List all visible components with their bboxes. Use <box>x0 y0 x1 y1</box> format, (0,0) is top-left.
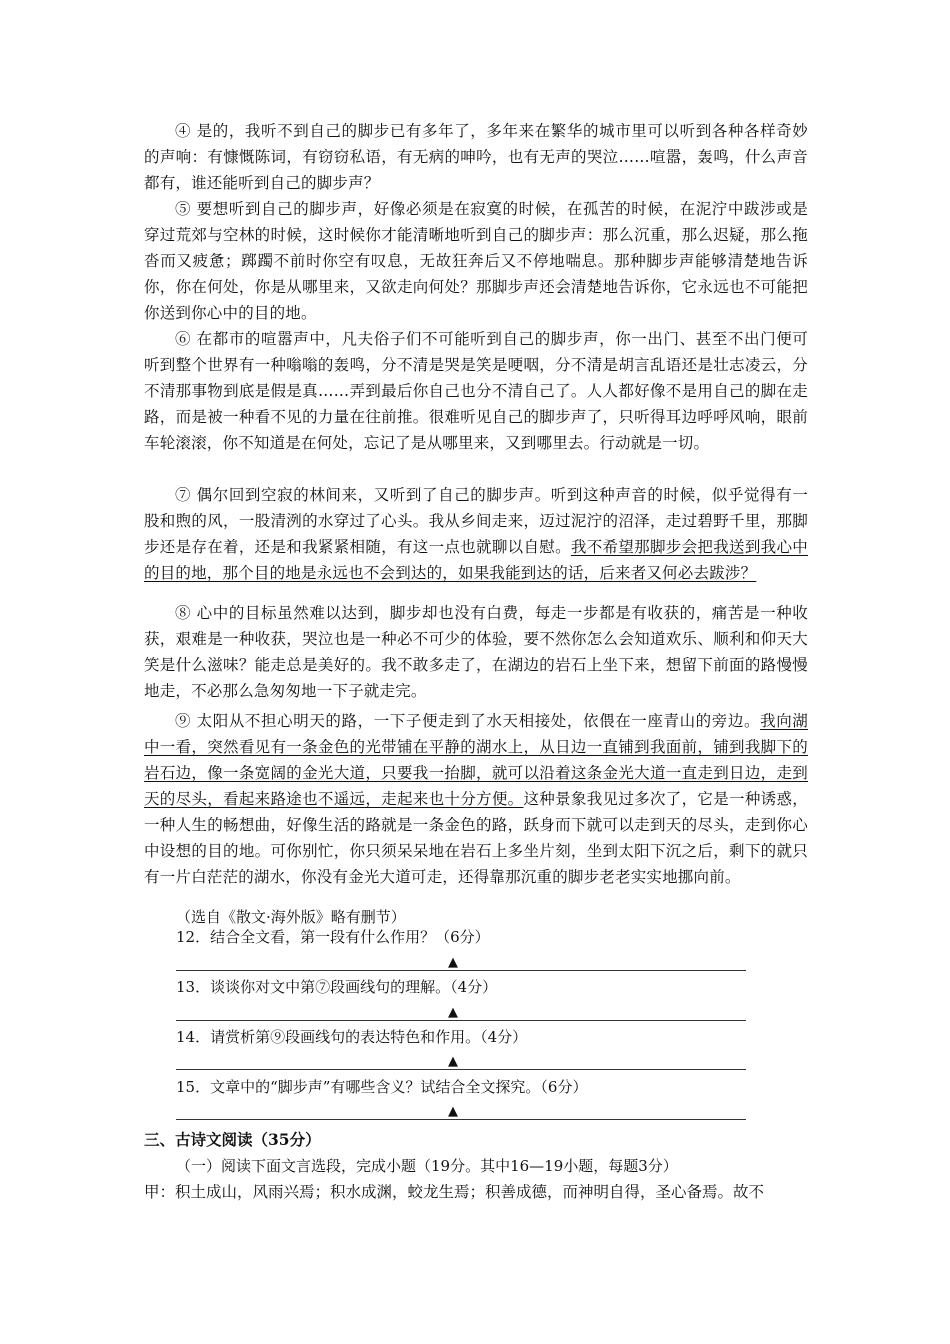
paragraph-6: ⑥ 在都市的喧嚣声中，凡夫俗子们不可能听到自己的脚步声，你一出门、甚至不出门便可听到整个世界有一种嗡嗡的轰鸣，分不清是哭是笑是哽咽，分不清是胡言乱语还是壮志凌云，分不清那事物到底是假是真……弄到最后你自己也分不清自己了。人人都好像不是用自己的脚在走路，而是被一种看不见的力量在往前推。很难听见自己的脚步声了，只听得耳边呼呼风响，眼前车轮滚滚，你不知道是在何处，忘记了是从哪里来，又到哪里去。行动就是一切。 <box>144 330 808 452</box>
source-note: （选自《散文·海外版》略有删节） <box>176 908 406 926</box>
paragraph-7 <box>144 482 808 586</box>
paragraph-8: ⑧ 心中的目标虽然难以达到，脚步却也没有白费，每走一步都是有收获的，痛苦是一种收获，艰难是一种收获，哭泣也是一种必不可少的体验，要不然你怎么会知道欢乐、顺利和仰天大笑是什么滋味？能走总是美好的。我不敢多走了，在湖边的岩石上坐下来，想留下前面的路慢慢地走，不必那么急匆匆地一下子就走完。 <box>144 604 808 700</box>
question-13: 13．谈谈你对文中第⑦段画线句的理解。（4分） <box>176 978 498 996</box>
classical-text-jia: 甲：积土成山，风雨兴焉；积水成渊，蛟龙生焉；积善成德，而神明自得，圣心备焉。故不 <box>144 1183 765 1201</box>
paragraph-9-text: ⑨ 太阳从不担心明天的路，一下子便走到了水天相接处，依偎在一座青山的旁边。 <box>175 712 761 730</box>
paragraph-9 <box>144 708 808 890</box>
answer-marker-icon: ▲ <box>448 955 458 970</box>
answer-marker-icon: ▲ <box>448 1104 458 1119</box>
section-3-instructions: （一）阅读下面文言选段，完成小题（19分。其中16—19小题，每题3分） <box>176 1157 678 1175</box>
question-15: 15．文章中的“脚步声”有哪些含义？试结合全文探究。（6分） <box>176 1078 588 1096</box>
answer-line[interactable] <box>176 970 746 971</box>
paragraph-7-underlined-sentence: 我不希望那脚步会把我送到我心中的目的地，那个目的地是永远也不会到达的，如果我能到达的话，后来者又何必去跋涉？ <box>144 538 808 582</box>
answer-marker-icon: ▲ <box>448 1005 458 1020</box>
paragraph-5: ⑤ 要想听到自己的脚步声，好像必须是在寂寞的时候，在孤苦的时候，在泥泞中跋涉或是穿过荒郊与空林的时候，这时候你才能清晰地听到自己的脚步声：那么沉重，那么迟疑，那么拖沓而又疲惫；踯躅不前时你空有叹息，无故狂奔后又不停地喘息。那种脚步声能够清楚地告诉你，你在何处，你是从哪里来，又欲走向何处？那脚步声还会清楚地告诉你，它永远也不可能把你送到你心中的目的地。 <box>144 200 808 322</box>
paragraph-4: ④ 是的，我听不到自己的脚步已有多年了，多年来在繁华的城市里可以听到各种各样奇妙的声响：有慷慨陈词，有窃窃私语，有无病的呻吟，也有无声的哭泣……喧嚣，轰鸣，什么声音都有，谁还能听到自己的脚步声？ <box>144 122 808 192</box>
section-3-title: 三、古诗文阅读（35分） <box>144 1130 321 1149</box>
answer-line[interactable] <box>176 1020 746 1021</box>
paragraph-7-text: ⑦ 偶尔回到空寂的林间来，又听到了自己的脚步声。听到这种声音的时候，似乎觉得有一股和煦的风，一股清洌的水穿过了心头。我从乡间走来，迈过泥泞的沼泽，走过碧野千里，那脚步还是存在着，还是和我紧紧相随，有这一点也就聊以自慰。 <box>144 486 808 556</box>
answer-marker-icon: ▲ <box>448 1054 458 1069</box>
question-12: 12．结合全文看，第一段有什么作用？（6分） <box>176 928 490 946</box>
paragraph-9-rest: 这种景象我见过多次了，它是一种诱惑，一种人生的畅想曲，好像生活的路就是一条金色的路，跃身而下就可以走到天的尽头，走到你心中设想的目的地。可你别忙，你只须呆呆地在岩石上多坐片刻，坐到太阳下沉之后，剩下的就只有一片白茫茫的湖水，你没有金光大道可走，还得靠那沉重的脚步老老实实地挪向前。 <box>144 790 808 886</box>
question-14: 14．请赏析第⑨段画线句的表达特色和作用。（4分） <box>176 1028 528 1046</box>
answer-line[interactable] <box>176 1069 746 1070</box>
paragraph-9-underlined-sentence: 我向湖中一看，突然看见有一条金色的光带铺在平静的湖水上，从日边一直铺到我面前，铺到我脚下的岩石边，像一条宽阔的金光大道，只要我一抬脚，就可以沿着这条金光大道一直走到日边，走到天的尽头，看起来路途也不遥远，走起来也十分方便。 <box>144 712 808 808</box>
answer-line[interactable] <box>176 1119 746 1120</box>
